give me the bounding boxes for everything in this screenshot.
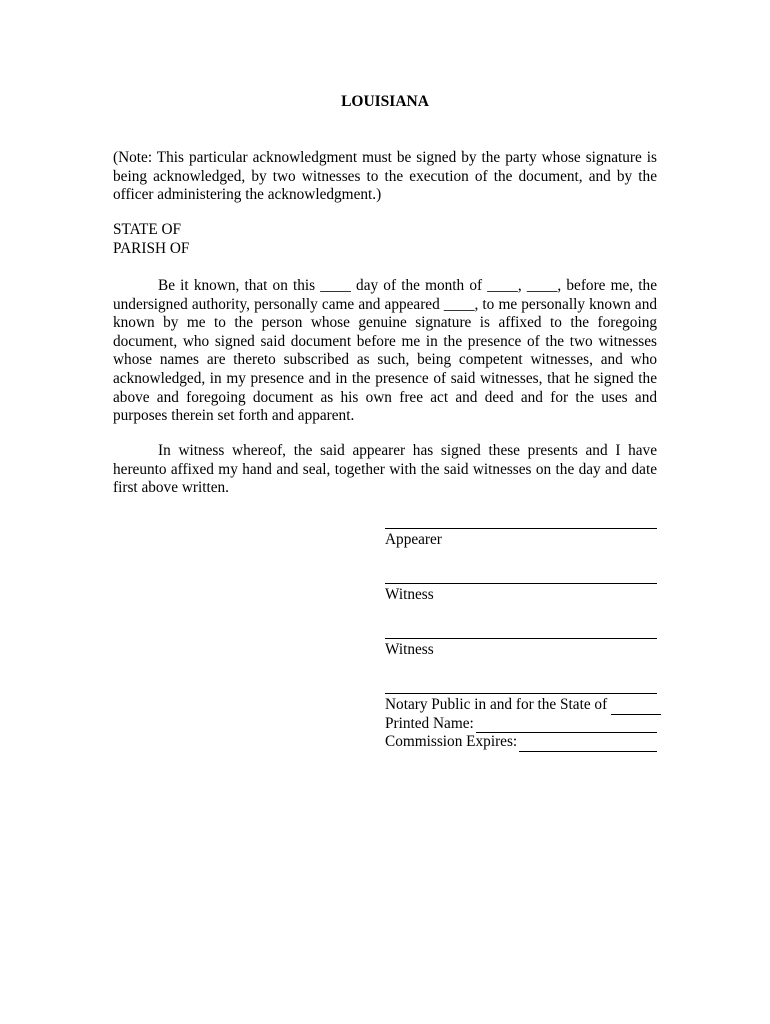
- state-label: STATE OF: [113, 221, 182, 238]
- appearer-signature-block: [385, 528, 657, 550]
- notary-state-field[interactable]: [611, 701, 661, 715]
- witness2-label: Witness: [385, 641, 434, 658]
- notary-signature-line[interactable]: [385, 693, 657, 694]
- notary-state-row: [385, 696, 657, 715]
- venue-block: [113, 221, 657, 258]
- notary-signature-block: [385, 693, 657, 752]
- printed-name-label: Printed Name:: [385, 714, 474, 732]
- acknowledgment-paragraph: Be it known, that on this ____ day of the month of ____, ____, before me, the undersigned authority, personally came and appeared ____, to me personally known and known by me to the person whose genuine signature is affixed to the foregoing document, who signed said document before me in the presence of the two witnesses whose names are thereto subscribed as such, being competent witnesses, and who acknowledged, in my presence and in the presence of said witnesses, that he signed the above and foregoing document as his own free act and deed and for the uses and purposes therein set forth and apparent.: [113, 277, 657, 425]
- witness-paragraph: In witness whereof, the said appearer has signed these presents and I have hereunto affixed my hand and seal, together with the said witnesses on the day and date first above written.: [113, 442, 657, 497]
- appearer-signature-line[interactable]: [385, 528, 657, 529]
- document-title: LOUISIANA: [341, 93, 429, 110]
- witness2-signature-block: [385, 638, 657, 660]
- commission-expires-field[interactable]: [519, 738, 657, 752]
- printed-name-field[interactable]: [476, 719, 657, 733]
- witness1-signature-block: [385, 583, 657, 605]
- acknowledgment-note: (Note: This particular acknowledgment must be signed by the party whose signature is being acknowledged, by two witnesses to the execution of the document, and by the officer administering the acknowledgment.): [113, 149, 657, 204]
- printed-name-row: [385, 715, 657, 734]
- notary-label: Notary Public in and for the State of: [385, 696, 608, 713]
- parish-label: PARISH OF: [113, 239, 190, 257]
- appearer-label: Appearer: [385, 531, 442, 548]
- witness2-signature-line[interactable]: [385, 638, 657, 639]
- commission-expires-row: [385, 733, 657, 752]
- witness1-signature-line[interactable]: [385, 583, 657, 584]
- witness1-label: Witness: [385, 586, 434, 603]
- commission-expires-label: Commission Expires:: [385, 733, 518, 751]
